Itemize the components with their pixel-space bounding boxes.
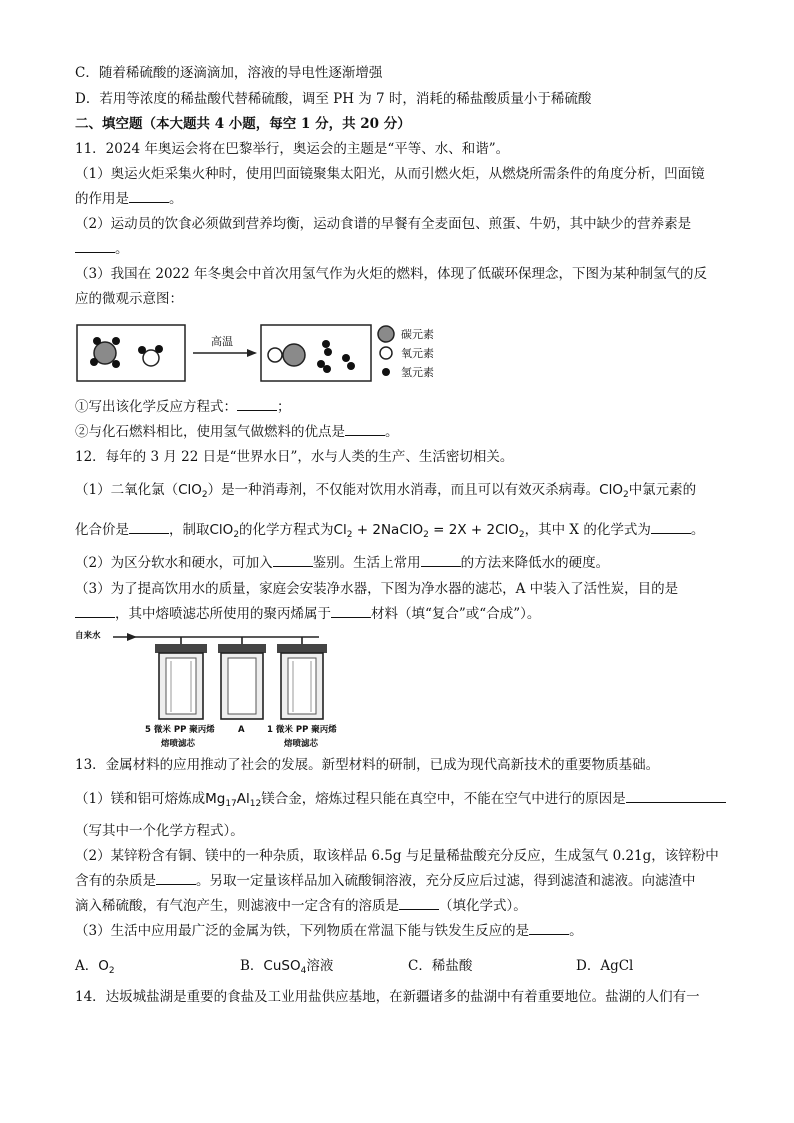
legend-oxygen-label: 氧元素 [401,347,434,360]
q13-part2-line2: 含有的杂质是 。另取一定量该样品加入硫酸铜溶液，充分反应后过滤，得到滤渣和滤液。向滤渣中 [75,873,696,889]
reaction-micro-diagram [75,322,465,392]
q12-part2: （2）为区分软水和硬水，可加入 鉴别。生活上常用 的方法来降低水的硬度。 [75,555,610,571]
legend-oxygen-icon [380,347,392,359]
q11-answer-blank-1[interactable] [129,190,169,203]
q12-answer-blank-5[interactable] [75,605,115,618]
arrow-head-icon [247,349,257,357]
q11-sub2: ②与化石燃料相比，使用氢气做燃料的优点是 。 [75,424,399,440]
q12-stem: 12．每年的 3 月 22 日是“世界水日”，水与人类的生产、生活密切相关。 [75,449,514,465]
reactants-box [77,325,185,381]
q13-option-b[interactable]: B．CuSO$_4$溶液 [240,958,334,976]
q13-option-a[interactable]: A．$O_2$ [75,958,115,976]
hydrogen-atom [155,345,163,353]
q12-answer-blank-4[interactable] [421,554,461,567]
hydrogen-atom [342,354,350,362]
oxygen-atom [143,350,159,366]
q13-stem: 13．金属材料的应用推动了社会的发展。新型材料的研制，已成为现代高新技术的重要物质基础。 [75,757,660,773]
q14-stem: 14．达坂城盐湖是重要的食盐及工业用盐供应基地，在新疆诸多的盐湖中有着重要地位。盐湖的人们有一 [75,989,700,1005]
q12-equation: $Cl_2$ + 2NaClO$_2$ = 2X + 2ClO$_2$ [333,522,525,540]
hydrogen-atom [347,362,355,370]
q13-part1-line1: （1）镁和铝可熔炼成$Mg_{17}Al_{12}$镁合金，熔炼过程只能在真空中，不能在空气中进行的原因是 [75,790,726,808]
oxygen-atom [268,348,282,362]
flow-arrow-icon [127,633,137,641]
q10-option-d: D．若用等浓度的稀盐酸代替稀硫酸，调至 PH 为 7 时，消耗的稀盐酸质量小于稀硫酸 [75,91,592,107]
q12-answer-blank-3[interactable] [273,554,313,567]
q13-option-c[interactable]: C．稀盐酸 [408,958,473,974]
hydrogen-atom [93,337,101,345]
q10-option-c: C．随着稀硫酸的逐滴滴加，溶液的导电性逐渐增强 [75,65,383,81]
q12-part1-line1: （1）二氧化氯（ClO$_2$）是一种消毒剂，不仅能对饮用水消毒，而且可以有效灭杀病毒。ClO$_2$中氯元素的 [75,482,697,500]
filter-3-label: 1 微米 PP 聚丙烯 [267,725,337,735]
q11-answer-blank-4[interactable] [345,423,385,436]
hydrogen-atom [112,360,120,368]
q12-part1-line2: 化合价是 ，制取ClO$_2$的化学方程式为$Cl_2$ + 2NaClO$_2$ = 2X + 2ClO$_2$，其中 X 的化学式为 。 [75,522,705,540]
q11-part2-line2: 。 [75,240,129,258]
q13-part1-line2: （写其中一个化学方程式）。 [75,823,244,839]
q11-part1-line1: （1）奥运火炬采集火种时，使用凹面镜聚集太阳光，从而引燃火炬，从燃烧所需条件的角度分析，凹面镜 [75,166,705,182]
filter-3-sublabel: 熔喷滤芯 [284,739,319,749]
q12-part3-line1: （3）为了提高饮用水的质量，家庭会安装净水器，下图为净水器的滤芯，A 中装入了活性炭，目的是 [75,581,679,597]
q13-answer-blank-1[interactable] [626,790,726,803]
arrow-condition-label: 高温 [211,335,233,348]
q11-part3-line2: 应的微观示意图： [75,291,183,307]
q13-answer-blank-4[interactable] [529,922,569,935]
q11-stem: 11．2024 年奥运会将在巴黎举行，奥运会的主题是“平等、水、和谐”。 [75,141,510,157]
legend-hydrogen-icon [382,368,390,376]
hydrogen-atom [138,346,146,354]
q11-part1-line2: 的作用是 。 [75,191,183,207]
q11-answer-blank-2[interactable] [75,240,115,253]
hydrogen-atom [324,348,332,356]
filter-1-label: 5 微米 PP 聚丙烯 [145,725,215,735]
q12-part3-line2: ，其中熔喷滤芯所使用的聚丙烯属于 材料（填“复合”或“合成”）。 [75,605,540,623]
q12-answer-blank-6[interactable] [331,605,371,618]
filter-cartridge-1 [155,637,207,719]
carbon-atom [283,344,305,366]
q11-part1-text: 的作用是 [75,191,129,207]
q11-sub1: ①写出该化学反应方程式： ； [75,399,291,415]
q13-part2-line3: 滴入稀硫酸，有气泡产生，则滤液中一定含有的溶质是 （填化学式）。 [75,898,527,914]
hydrogen-atom [323,365,331,373]
legend-hydrogen-label: 氢元素 [401,366,434,379]
legend-carbon-icon [378,326,394,342]
hydrogen-atom [90,358,98,366]
hydrogen-atom [322,340,330,348]
q13-answer-blank-2[interactable] [156,872,196,885]
q12-answer-blank-1[interactable] [129,521,169,534]
q11-answer-blank-3[interactable] [237,398,277,411]
q11-part2-line1: （2）运动员的饮食必须做到营养均衡，运动食谱的早餐有全麦面包、煎蛋、牛奶，其中缺少的营养素是 [75,216,692,232]
inlet-label: 自来水 [75,631,101,641]
q11-part3-line1: （3）我国在 2022 年冬奥会中首次用氢气作为火炬的燃料，体现了低碳环保理念，下图为某种制氢气的反 [75,266,708,282]
q13-answer-blank-3[interactable] [399,897,439,910]
filter-1-sublabel: 熔喷滤芯 [161,739,196,749]
hydrogen-atom [112,337,120,345]
filter-cartridge-3 [277,637,327,719]
legend-carbon-label: 碳元素 [401,328,434,341]
q13-part3: （3）生活中应用最广泛的金属为铁，下列物质在常温下能与铁发生反应的是 。 [75,923,583,939]
water-filter-diagram [75,628,365,756]
section-2-title: 二、填空题（本大题共 4 小题，每空 1 分，共 20 分） [75,116,411,132]
q13-option-d[interactable]: D．AgCl [576,958,634,974]
q13-part2-line1: （2）某锌粉含有铜、镁中的一种杂质，取该样品 6.5g 与足量稀盐酸充分反应，生成氢气 0.21g，该锌粉中 [75,848,719,864]
filter-cartridge-2 [218,637,266,719]
q12-answer-blank-2[interactable] [651,521,691,534]
filter-2-label: A [238,725,245,735]
